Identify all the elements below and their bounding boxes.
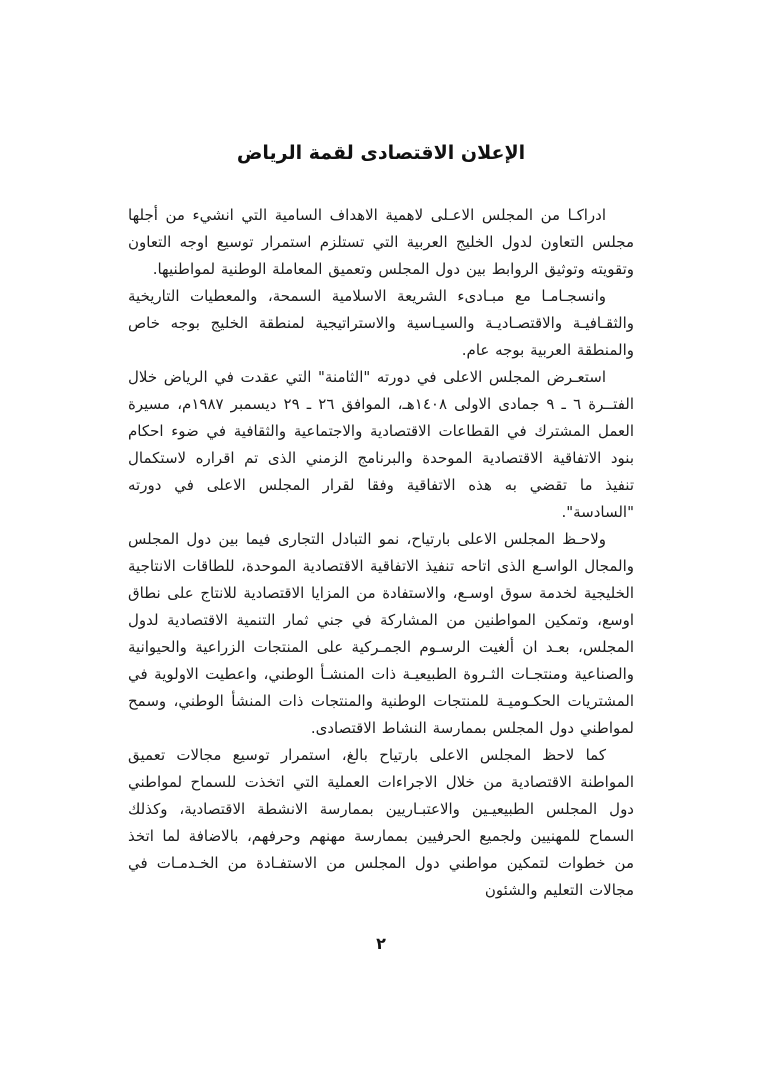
page-title: الإعلان الاقتصادى لقمة الرياض (236, 142, 526, 164)
paragraph: ولاحـظ المجلس الاعلى بارتياح، نمو التبادل التجارى فيما بين دول المجلس والمجال الواسـع الذى اتاحه تنفيذ الاتفاقية الاقتصادية الموحدة، للطاقات الانتاجية الخليجية لخدمة سوق اوسـع، والاستفادة من المزايا الاقتصادية للانتاج على نطاق اوسع، وتمكين المواطنين من المشاركة في جني ثمار التنمية الاقتصادية لدول المجلس، بعـد ان ألغيت الرسـوم الجمـركية على المنتجات الزراعية والحيوانية والصناعية ومنتجـات الثـروة الطبيعيـة ذات المنشـأ الوطني، واعطيت الاولوية في المشتريات الحكـوميـة للمنتجات الوطنية والمنتجات ذات المنشأ الوطني، وسمح لمواطني دول المجلس بممارسة النشاط الاقتصادى. (128, 530, 634, 737)
paragraph: كما لاحظ المجلس الاعلى بارتياح بالغ، استمرار توسيع مجالات تعميق المواطنة الاقتصادية من خلال الاجراءات العملية التي اتخذت للسماح لمواطني دول المجلس الطبيعيـين والاعتبـاريين بممارسة الانشطة الاقتصادية، وكذلك السماح للمهنيين ولجميع الحرفيين بممارسة مهنهم وحرفهم، بالاضافة لما اتخذ من خطوات لتمكين مواطني دول المجلس من الاستفـادة من الخـدمـات في مجالات التعليم والشئون (128, 746, 634, 899)
text-block (128, 142, 634, 904)
paragraph: وانسجـامـا مع مبـادىء الشريعة الاسلامية السمحة، والمعطيات التاريخية والثقـافيـة والاقتصـاديـة والسيـاسية والاستراتيجية لمنطقة الخليج بوجه خاص والمنطقة العربية بوجه عام. (128, 287, 634, 359)
document-body (128, 202, 634, 904)
page-number: ٢ (376, 934, 386, 953)
paragraph: استعـرض المجلس الاعلى في دورته "الثامنة" التي عقدت في الرياض خلال الفتــرة ٦ ـ ٩ جمادى الاولى ١٤٠٨هـ، الموافق ٢٦ ـ ٢٩ ديسمبر ١٩٨٧م، مسيرة العمل المشترك في القطاعات الاقتصادية والاجتماعية والثقافية في ضوء احكام بنود الاتفاقية الاقتصادية الموحدة والبرنامج الزمني الذى تم اقراره لاستكمال تنفيذ ما تقضي به هذه الاتفاقية وفقا لقرار المجلس الاعلى في دورته "السادسة". (128, 368, 635, 521)
paragraph: ادراكـا من المجلس الاعـلى لاهمية الاهداف السامية التي انشيء من أجلها مجلس التعاون لدول الخليج العربية التي تستلزم استمرار توسيع اوجه التعاون وتقويته وتوثيق الروابط بين دول المجلس وتعميق المعاملة الوطنية لمواطنيها. (128, 206, 634, 278)
